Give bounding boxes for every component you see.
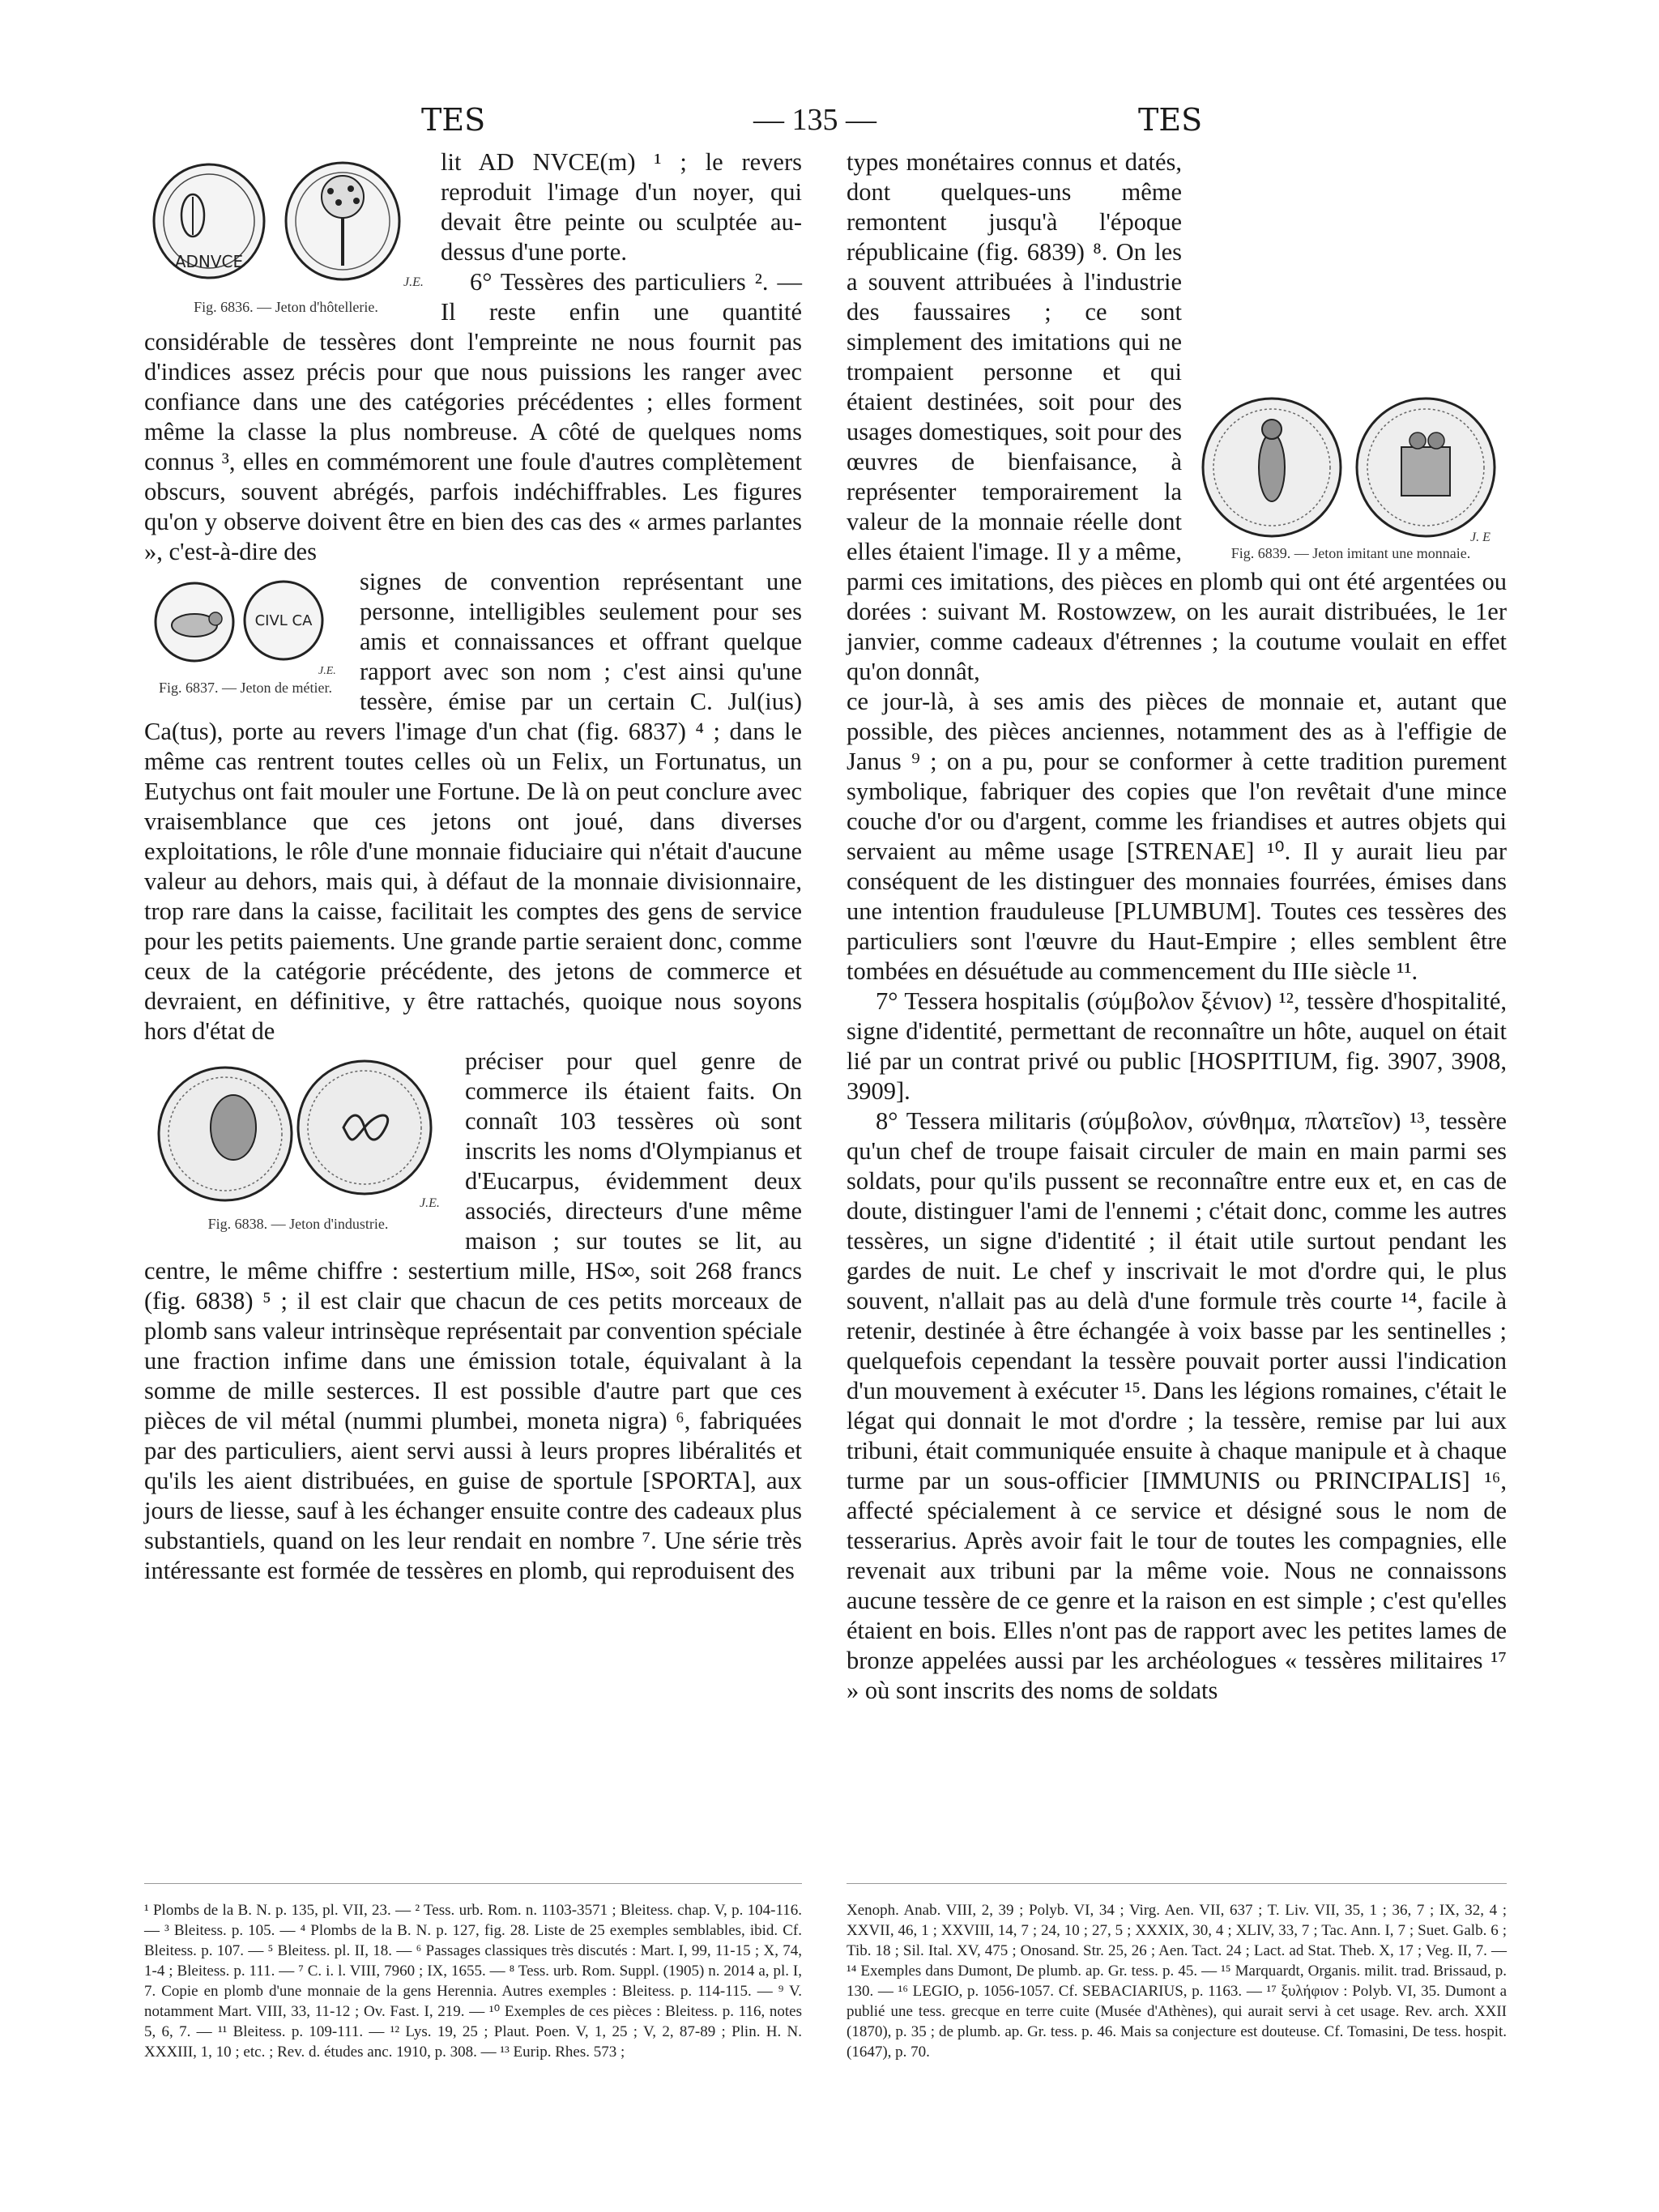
left-column <box>144 147 802 1586</box>
paragraph: signes de convention représentant une personne, intelligibles seulement pour ses amis et connaissances et offrant quelque rapport avec son nom ; c'est ainsi qu'une tessère, émise par un certain C. Jul(ius) Ca(tus), porte au revers l'image d'un chat (fig. 6837) ⁴ ; dans le même cas rentrent toutes celles où un Felix, un Fortunatus, un Eutychus ont fait mouler une Fortune. De là on peut conclure avec vraisemblance que ces jetons ont joué, dans diverses exploitations, le rôle d'une monnaie fiduciaire qui n'était d'aucune valeur au dehors, mais qui, à défaut de la monnaie divisionnaire, trop rare dans la caisse, facilitait les comptes des gens de service pour les petits paiements. Une grande partie seraient donc, comme ceux de la catégorie précédente, des jetons de commerce et devraient, en définitive, y être rattachés, quoique nous soyons hors d'état de <box>144 568 802 1045</box>
engraver-signature: J.E. <box>403 275 424 289</box>
token-6838-illustration <box>144 1053 452 1215</box>
token-6837-illustration <box>144 573 347 679</box>
paragraph: 6° Tessères des particuliers ². — Il reste enfin une quantité considérable de tessères dont l'empreinte ne nous fournit pas d'indices assez précis pour que nous puissions les ranger avec confiance dans une des catégories précédentes ; elles forment même la classe la plus nombreuse. A côté de quelques noms connus ³, elles en commémorent une foule d'autres complètement obscurs, souvent abrégés, parfois indéchiffrables. Les figures qu'on y observe doivent être en bien des cas des « armes parlantes », c'est-à-dire des <box>144 268 802 565</box>
engraver-signature: J.E. <box>420 1196 440 1210</box>
page-number: — 135 — <box>753 103 876 137</box>
figure-caption: Fig. 6839. — Jeton imitant une monnaie. <box>1230 545 1471 561</box>
running-head-left: TES <box>421 102 486 138</box>
token-6839-illustration <box>1195 390 1507 544</box>
footnotes-right: Xenoph. Anab. VIII, 2, 39 ; Polyb. VI, 34 ; Virg. Aen. VII, 637 ; T. Liv. VII, 35, 1 ; 36, 7 ; IX, 32, 4 ; XXVII, 46, 1 ; XXVIII, 14, 7 ; 24, 10 ; 27, 5 ; XXXIX, 30, 4 ; XLIV, 33, 7 ; Tac. Ann. I, 7 ; Suet. Galb. 6 ; Tib. 18 ; Sil. Ital. XV, 475 ; Onosand. Str. 25, 26 ; Aen. Tact. 24 ; Lact. ad Stat. Theb. X, 17 ; Veg. II, 7. — ¹⁴ Exemples dans Dumont, De plumb. ap. Gr. tess. p. 45. — ¹⁵ Marquardt, Organis. milit. trad. Brissaud, p. 130. — ¹⁶ LEGIO, p. 1056-1057. Cf. SEBACIARIUS, p. 1163. — ¹⁷ ξυλήφιον : Polyb. VI, 35. Dumont a publié une tess. grecque en terre cuite (Musée d'Athènes), qui aurait servi à cet usage. Rev. arch. XXII (1870), p. 35 ; de plumb. ap. Gr. tess. p. 46. Mais sa conjecture est douteuse. Cf. Tomasini, De tess. hospit. (1647), p. 70. <box>847 1902 1507 2061</box>
figure-caption: Fig. 6837. — Jeton de métier. <box>159 680 332 696</box>
footnote-divider <box>144 1883 802 1884</box>
figure-6836 <box>144 152 428 316</box>
figure-6839 <box>1195 390 1507 562</box>
token-6836-illustration <box>144 152 428 298</box>
paragraph: préciser pour quel genre de commerce ils étaient faits. On connaît 103 tessères où sont inscrits les noms d'Olympianus et d'Eucarpus, évidemment deux associés, directeurs d'une même maison ; sur toutes se lit, au centre, le même chiffre : sestertium mille, HS∞, soit 268 francs (fig. 6838) ⁵ ; il est clair que chacun de ces petits morceaux de plomb sans valeur intrinsèque représentait par convention spéciale une fraction infime dans une émission totale, équivalant à la somme de mille sesterces. Il est possible d'autre part que ces pièces de vil métal (nummi plumbei, moneta nigra) ⁶, fabriquées par des particuliers, aient servi aussi à leurs propres libéralités et qu'ils les aient distribuées, en guise de sportule [SPORTA], aux jours de liesse, sauf à les échanger ensuite contre des cadeaux plus substantiels, quand on les leur rendait en nombre ⁷. Une série très intéressante est formée de tessères en plomb, qui reproduisent des <box>144 1047 802 1584</box>
footnotes-left: ¹ Plombs de la B. N. p. 135, pl. VII, 23. — ² Tess. urb. Rom. n. 1103-3571 ; Bleitess. chap. V, p. 104-116. — ³ Bleitess. p. 105. — ⁴ Plombs de la B. N. p. 127, fig. 28. Liste de 25 exemples semblables, ibid. Cf. Bleitess. p. 107. — ⁵ Bleitess. pl. II, 18. — ⁶ Passages classiques très discutés : Mart. I, 99, 11-15 ; X, 74, 1-4 ; Bleitess. p. 111. — ⁷ C. i. l. VIII, 7960 ; IX, 1655. — ⁸ Tess. urb. Rom. Suppl. (1905) n. 2014 a, pl. I, 7. Copie en plomb d'une monnaie de la gens Herennia. Autres exemples : Bleitess. p. 114-115. — ⁹ V. notamment Mart. VIII, 33, 11-12 ; Ov. Fast. I, 219. — ¹⁰ Exemples de ces pièces : Bleitess. p. 116, notes 5, 6, 7. — ¹¹ Bleitess. p. 109-111. — ¹² Lys. 19, 25 ; Plaut. Poen. V, 1, 25 ; V, 2, 87-89 ; Plin. H. N. XXXIII, 1, 10 ; etc. ; Rev. d. études anc. 1910, p. 308. — ¹³ Eurip. Rhes. 573 ; <box>144 1902 802 2061</box>
footnote-divider <box>847 1883 1507 1884</box>
figure-caption: Fig. 6838. — Jeton d'industrie. <box>207 1216 389 1232</box>
engraver-signature: J. E <box>1470 531 1491 544</box>
page-header <box>0 102 1659 151</box>
paragraph: lit AD NVCE(m) ¹ ; le revers reproduit l'image d'un noyer, qui devait être peinte ou sculptée au-dessus d'une porte. <box>441 148 802 266</box>
paragraph: types monétaires connus et datés, dont quelques-uns même remontent jusqu'à l'époque républicaine (fig. 6839) ⁸. On les a souvent attribuées à l'industrie des faussaires ; ce sont simplement des imitations qui ne trompaient personne et qui étaient destinées, soit pour des usages domestiques, soit pour des œuvres de bienfaisance, à représenter temporairement la valeur de la monnaie réelle dont elles étaient l'image. Il y a même, parmi ces imitations, des pièces en plomb qui ont été argentées ou dorées : suivant M. Rostowzew, on les aurait distribuées, le 1er janvier, comme cadeaux d'étrennes ; la coutume voulait en effet qu'on donnât, <box>847 148 1507 685</box>
figure-6837 <box>144 573 347 697</box>
token-legend: CIVL CA <box>254 612 313 629</box>
paragraph: ce jour-là, à ses amis des pièces de monnaie et, autant que possible, des pièces anciennes, notamment des as à l'effigie de Janus ⁹ ; on a pu, pour se conformer à cette tradition purement symbolique, fabriquer des copies que l'on revêtait d'une mince couche d'or ou d'argent, comme les friandises et autres objets qui servaient au même usage [STRENAE] ¹⁰. Il y aurait lieu par conséquent de les distinguer des monnaies fourrées, émises dans une intention frauduleuse [PLUMBUM]. Toutes ces tessères des particuliers sont l'œuvre du Haut-Empire ; elles semblent être tombées en désuétude au commencement du IIIe siècle ¹¹. <box>847 688 1507 985</box>
right-column <box>847 147 1507 1706</box>
paragraph: 8° Tessera militaris (σύμβολον, σύνθημα, πλατεῖον) ¹³, tessère qu'un chef de troupe faisait circuler de main en main parmi ses soldats, pour qu'ils pussent se reconnaître entre eux et, en cas de doute, distinguer l'ami de l'ennemi ; c'était donc, comme les autres tessères, un signe d'identité ; il était utile surtout pendant les gardes de nuit. Le chef y inscrivait le mot d'ordre qui, le plus souvent, n'allait pas au delà d'une formule très courte ¹⁴, facile à retenir, destinée à être échangée à voix basse par les sentinelles ; quelquefois cependant la tessère pouvait porter aussi l'indication d'un mouvement à exécuter ¹⁵. Dans les légions romaines, c'était le légat qui donnait le mot d'ordre ; la tessère, remise par lui aux tribuni, était communiquée ensuite à chaque manipule et à chaque turme par un sous-officier [IMMUNIS ou PRINCIPALIS] ¹⁶, affecté spécialement à ce service et désigné sous le nom de tesserarius. Après avoir fait le tour de toutes les compagnies, elle revenait aux tribuni par la même voie. Nous ne connaissons aucune tessère de ce genre et la raison en est simple ; c'est qu'elles étaient en bois. Elles n'ont pas de rapport avec les petites lames de bronze appelées aussi par les archéologues « tessères militaires ¹⁷ » où sont inscrits des noms de soldats <box>847 1107 1507 1704</box>
figure-caption: Fig. 6836. — Jeton d'hôtellerie. <box>194 299 378 315</box>
figure-6838 <box>144 1053 452 1233</box>
token-legend: ADNVCE <box>174 252 244 271</box>
engraver-signature: J.E. <box>318 665 336 677</box>
paragraph: 7° Tessera hospitalis (σύμβολον ξένιον) ¹², tessère d'hospitalité, signe d'identité, permettant de reconnaître un hôte, auquel on était lié par un contrat privé ou public [HOSPITIUM, fig. 3907, 3908, 3909]. <box>847 987 1507 1105</box>
running-head-right: TES <box>1138 102 1203 138</box>
